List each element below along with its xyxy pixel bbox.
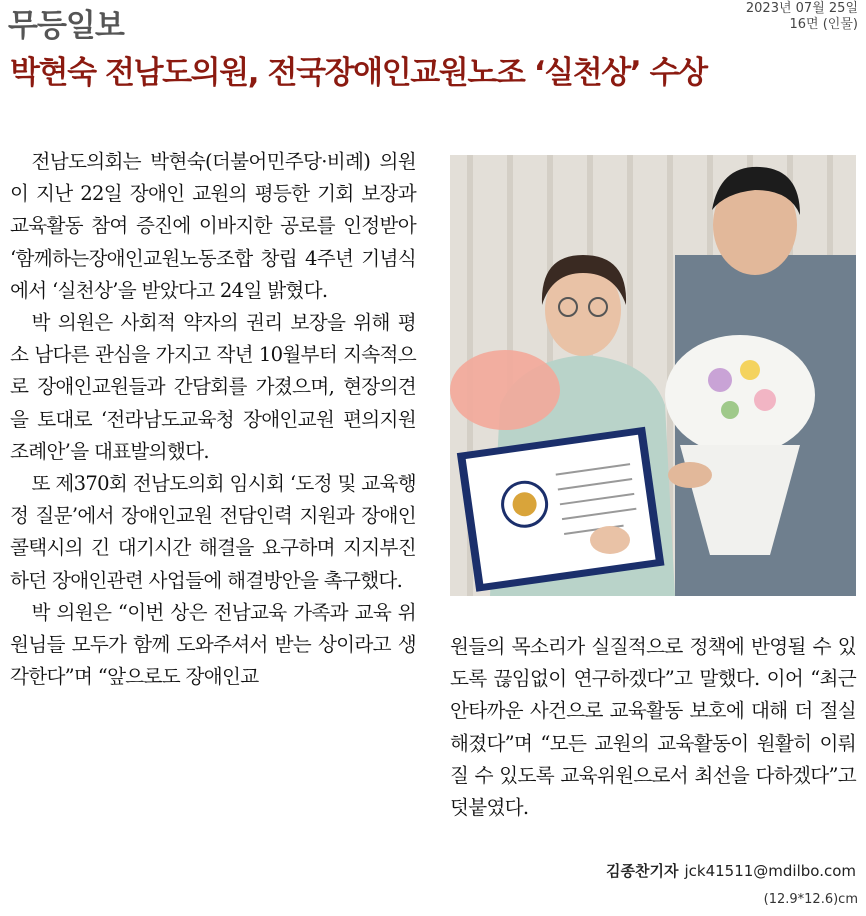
clipping-size: (12.9*12.6)cm <box>763 892 858 907</box>
article-body-left <box>10 146 416 693</box>
paragraph: 또 제370회 전남도의회 임시회 ‘도정 및 교육행정 질문’에서 장애인교원 전담인력 지원과 장애인콜택시의 긴 대기시간 해결을 요구하며 지지부진하던 장애인관련 사업들에 해결방안을 촉구했다. <box>10 472 416 592</box>
issue-date: 2023년 07월 25일 <box>745 1 858 16</box>
article-headline: 박현숙 전남도의원, 전국장애인교원노조 ‘실천상’ 수상 <box>10 55 707 91</box>
issue-page: 16면 (인물) <box>789 17 858 32</box>
byline <box>606 860 856 881</box>
issue-meta <box>746 1 858 33</box>
newspaper-masthead: 무등일보 <box>8 8 124 44</box>
paragraph: 박 의원은 “이번 상은 전남교육 가족과 교육 위원님들 모두가 함께 도와주셔서 받는 상이라고 생각한다”며 “앞으로도 장애인교 <box>10 600 416 689</box>
reporter-name: 김종찬기자 <box>606 862 679 880</box>
article-body-right <box>450 631 856 824</box>
award-photo-illustration <box>450 155 856 596</box>
reporter-email: jck41511@mdilbo.com <box>684 862 856 880</box>
paragraph: 원들의 목소리가 실질적으로 정책에 반영될 수 있도록 끊임없이 연구하겠다”고 말했다. 이어 “최근 안타까운 사건으로 교육활동 보호에 대해 더 절실해졌다”며 “모든 교원의 교육활동이 원활히 이뤄질 수 있도록 교육위원으로서 최선을 다하겠다”고 덧붙였다. <box>450 635 856 820</box>
paragraph: 박 의원은 사회적 약자의 권리 보장을 위해 평소 남다른 관심을 가지고 작년 10월부터 지속적으로 장애인교원들과 간담회를 가졌으며, 현장의견을 토대로 ‘전라남도교육청 장애인교원 편의지원 조례안’을 대표발의했다. <box>10 311 416 463</box>
paragraph: 전남도의회는 박현숙(더불어민주당·비례) 의원이 지난 22일 장애인 교원의 평등한 기회 보장과 교육활동 참여 증진에 이바지한 공로를 인정받아 ‘함께하는장애인교원노동조합 창립 4주년 기념식에서 ‘실천상’을 받았다고 24일 밝혔다. <box>10 150 416 302</box>
award-photo <box>450 155 856 596</box>
